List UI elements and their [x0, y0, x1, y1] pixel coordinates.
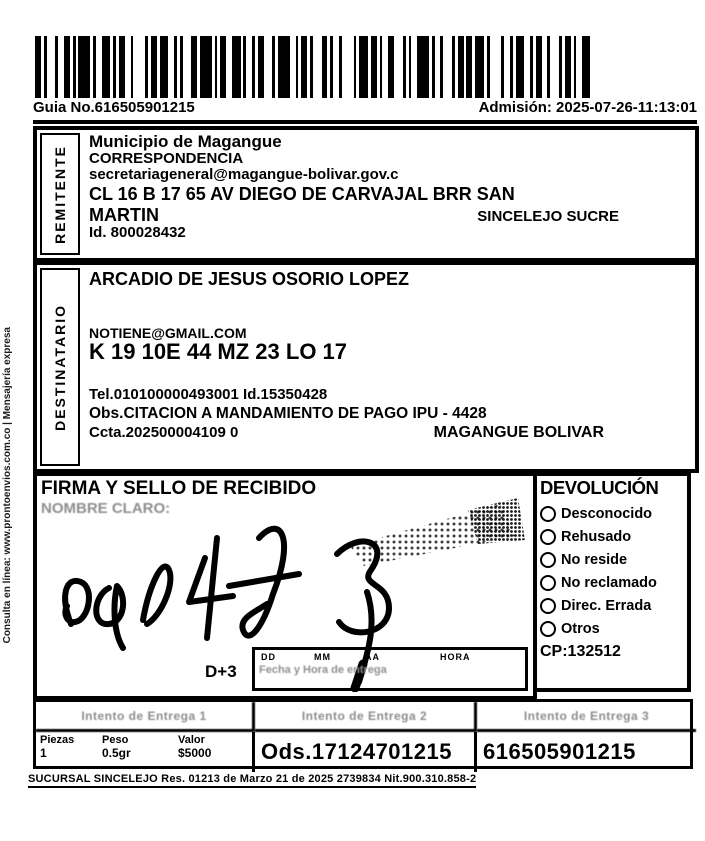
side-vertical-text-label: Consulta en línea: www.prontoenvios.com.co | Mensajería expresa	[1, 326, 13, 644]
attempt-3-cell: Intento de Entrega 3	[477, 702, 696, 732]
admission-timestamp: Admisión: 2025-07-26-11:13:01	[478, 99, 697, 116]
sender-content	[83, 130, 695, 258]
pieces-column	[40, 734, 102, 770]
sender-box	[33, 126, 699, 262]
devolution-title: DEVOLUCIÓN	[540, 477, 659, 498]
recipient-ccta: Ccta.202500004109 0	[89, 424, 239, 441]
recipient-content	[83, 265, 695, 469]
delivery-date-box	[252, 647, 528, 691]
side-vertical-text	[0, 275, 16, 695]
sender-address-line1: CL 16 B 17 65 AV DIEGO DE CARVAJAL BRR SAN	[89, 184, 515, 204]
recipient-box	[33, 261, 699, 473]
radio-circle-icon	[540, 552, 556, 568]
attempt-2-cell: Intento de Entrega 2	[255, 702, 477, 732]
recipient-email: NOTIENE@GMAIL.COM	[89, 325, 247, 341]
weight-value: 0.5gr	[102, 746, 131, 760]
devolution-option-no-reclamado	[540, 575, 684, 591]
sender-dept: CORRESPONDENCIA	[89, 150, 244, 167]
attempt-1-cell: Intento de Entrega 1	[36, 702, 255, 732]
recipient-city: MAGANGUE BOLIVAR	[433, 424, 604, 441]
value-label: Valor	[178, 734, 205, 746]
radio-circle-icon	[540, 529, 556, 545]
date-box-headers	[259, 652, 521, 662]
ods-number-cell: Ods.17124701215	[255, 732, 477, 772]
devolution-option-label: Rehusado	[561, 529, 632, 545]
weight-column	[102, 734, 178, 770]
recipient-tel-id: Tel.010100000493001 Id.15350428	[89, 386, 328, 403]
recipient-address: K 19 10E 44 MZ 23 LO 17	[89, 339, 348, 364]
recipient-obs: Obs.CITACION A MANDAMIENTO DE PAGO IPU - 4428	[89, 405, 487, 422]
date-hora-label: HORA	[440, 652, 471, 662]
recipient-section-label: DESTINATARIO	[52, 303, 68, 431]
radio-circle-icon	[540, 621, 556, 637]
sender-id: Id. 800028432	[89, 224, 186, 241]
date-aa-label: AA	[365, 652, 380, 662]
sender-name: Municipio de Magangue	[89, 132, 282, 151]
signature-title: FIRMA Y SELLO DE RECIBIDO	[41, 478, 317, 499]
package-info-cell	[36, 732, 255, 772]
sender-section-label: REMITENTE	[52, 144, 68, 244]
guia-number-cell: 616505901215	[483, 739, 636, 764]
devolution-option-label: Desconocido	[561, 506, 653, 522]
devolution-option-direc-errada	[540, 598, 684, 614]
signature-box	[33, 472, 537, 700]
guia-header-row	[33, 99, 697, 124]
devolution-option-label: Direc. Errada	[561, 598, 652, 614]
pieces-label: Piezas	[40, 734, 75, 746]
branch-footer: SUCURSAL SINCELEJO Res. 01213 de Marzo 21 de 2025 2739834 Nit.900.310.858-2	[28, 773, 476, 788]
clear-name-label: NOMBRE CLARO:	[41, 500, 171, 517]
devolution-option-otros	[540, 621, 684, 637]
guia-number-label: Guia No.616505901215	[33, 99, 195, 116]
value-column	[178, 734, 211, 770]
devolution-option-label: Otros	[561, 621, 600, 637]
devolution-option-desconocido	[540, 506, 684, 522]
sender-vertical-label-cell	[40, 133, 80, 255]
postal-code: CP:132512	[540, 643, 621, 660]
radio-circle-icon	[540, 575, 556, 591]
sender-email: secretariageneral@magangue-bolivar.gov.c	[89, 166, 399, 183]
devolution-box	[533, 472, 691, 692]
pieces-value: 1	[40, 746, 47, 760]
d-plus-3-label: D+3	[205, 662, 237, 681]
sender-address-line2: MARTIN	[89, 205, 159, 225]
devolution-option-no-reside	[540, 552, 684, 568]
date-dd-label: DD	[261, 652, 276, 662]
sender-city: SINCELEJO SUCRE	[477, 208, 619, 225]
date-mm-label: MM	[314, 652, 331, 662]
delivery-attempts-table	[33, 699, 693, 769]
date-box-caption: Fecha y Hora de entrega	[259, 664, 387, 676]
barcode	[35, 36, 648, 98]
radio-circle-icon	[540, 598, 556, 614]
devolution-option-rehusado	[540, 529, 684, 545]
devolution-option-label: No reside	[561, 552, 628, 568]
devolution-option-label: No reclamado	[561, 575, 657, 591]
value-amount: $5000	[178, 746, 212, 760]
recipient-name: ARCADIO DE JESUS OSORIO LOPEZ	[89, 269, 410, 289]
radio-circle-icon	[540, 506, 556, 522]
weight-label: Peso	[102, 734, 129, 746]
recipient-vertical-label-cell	[40, 268, 80, 466]
